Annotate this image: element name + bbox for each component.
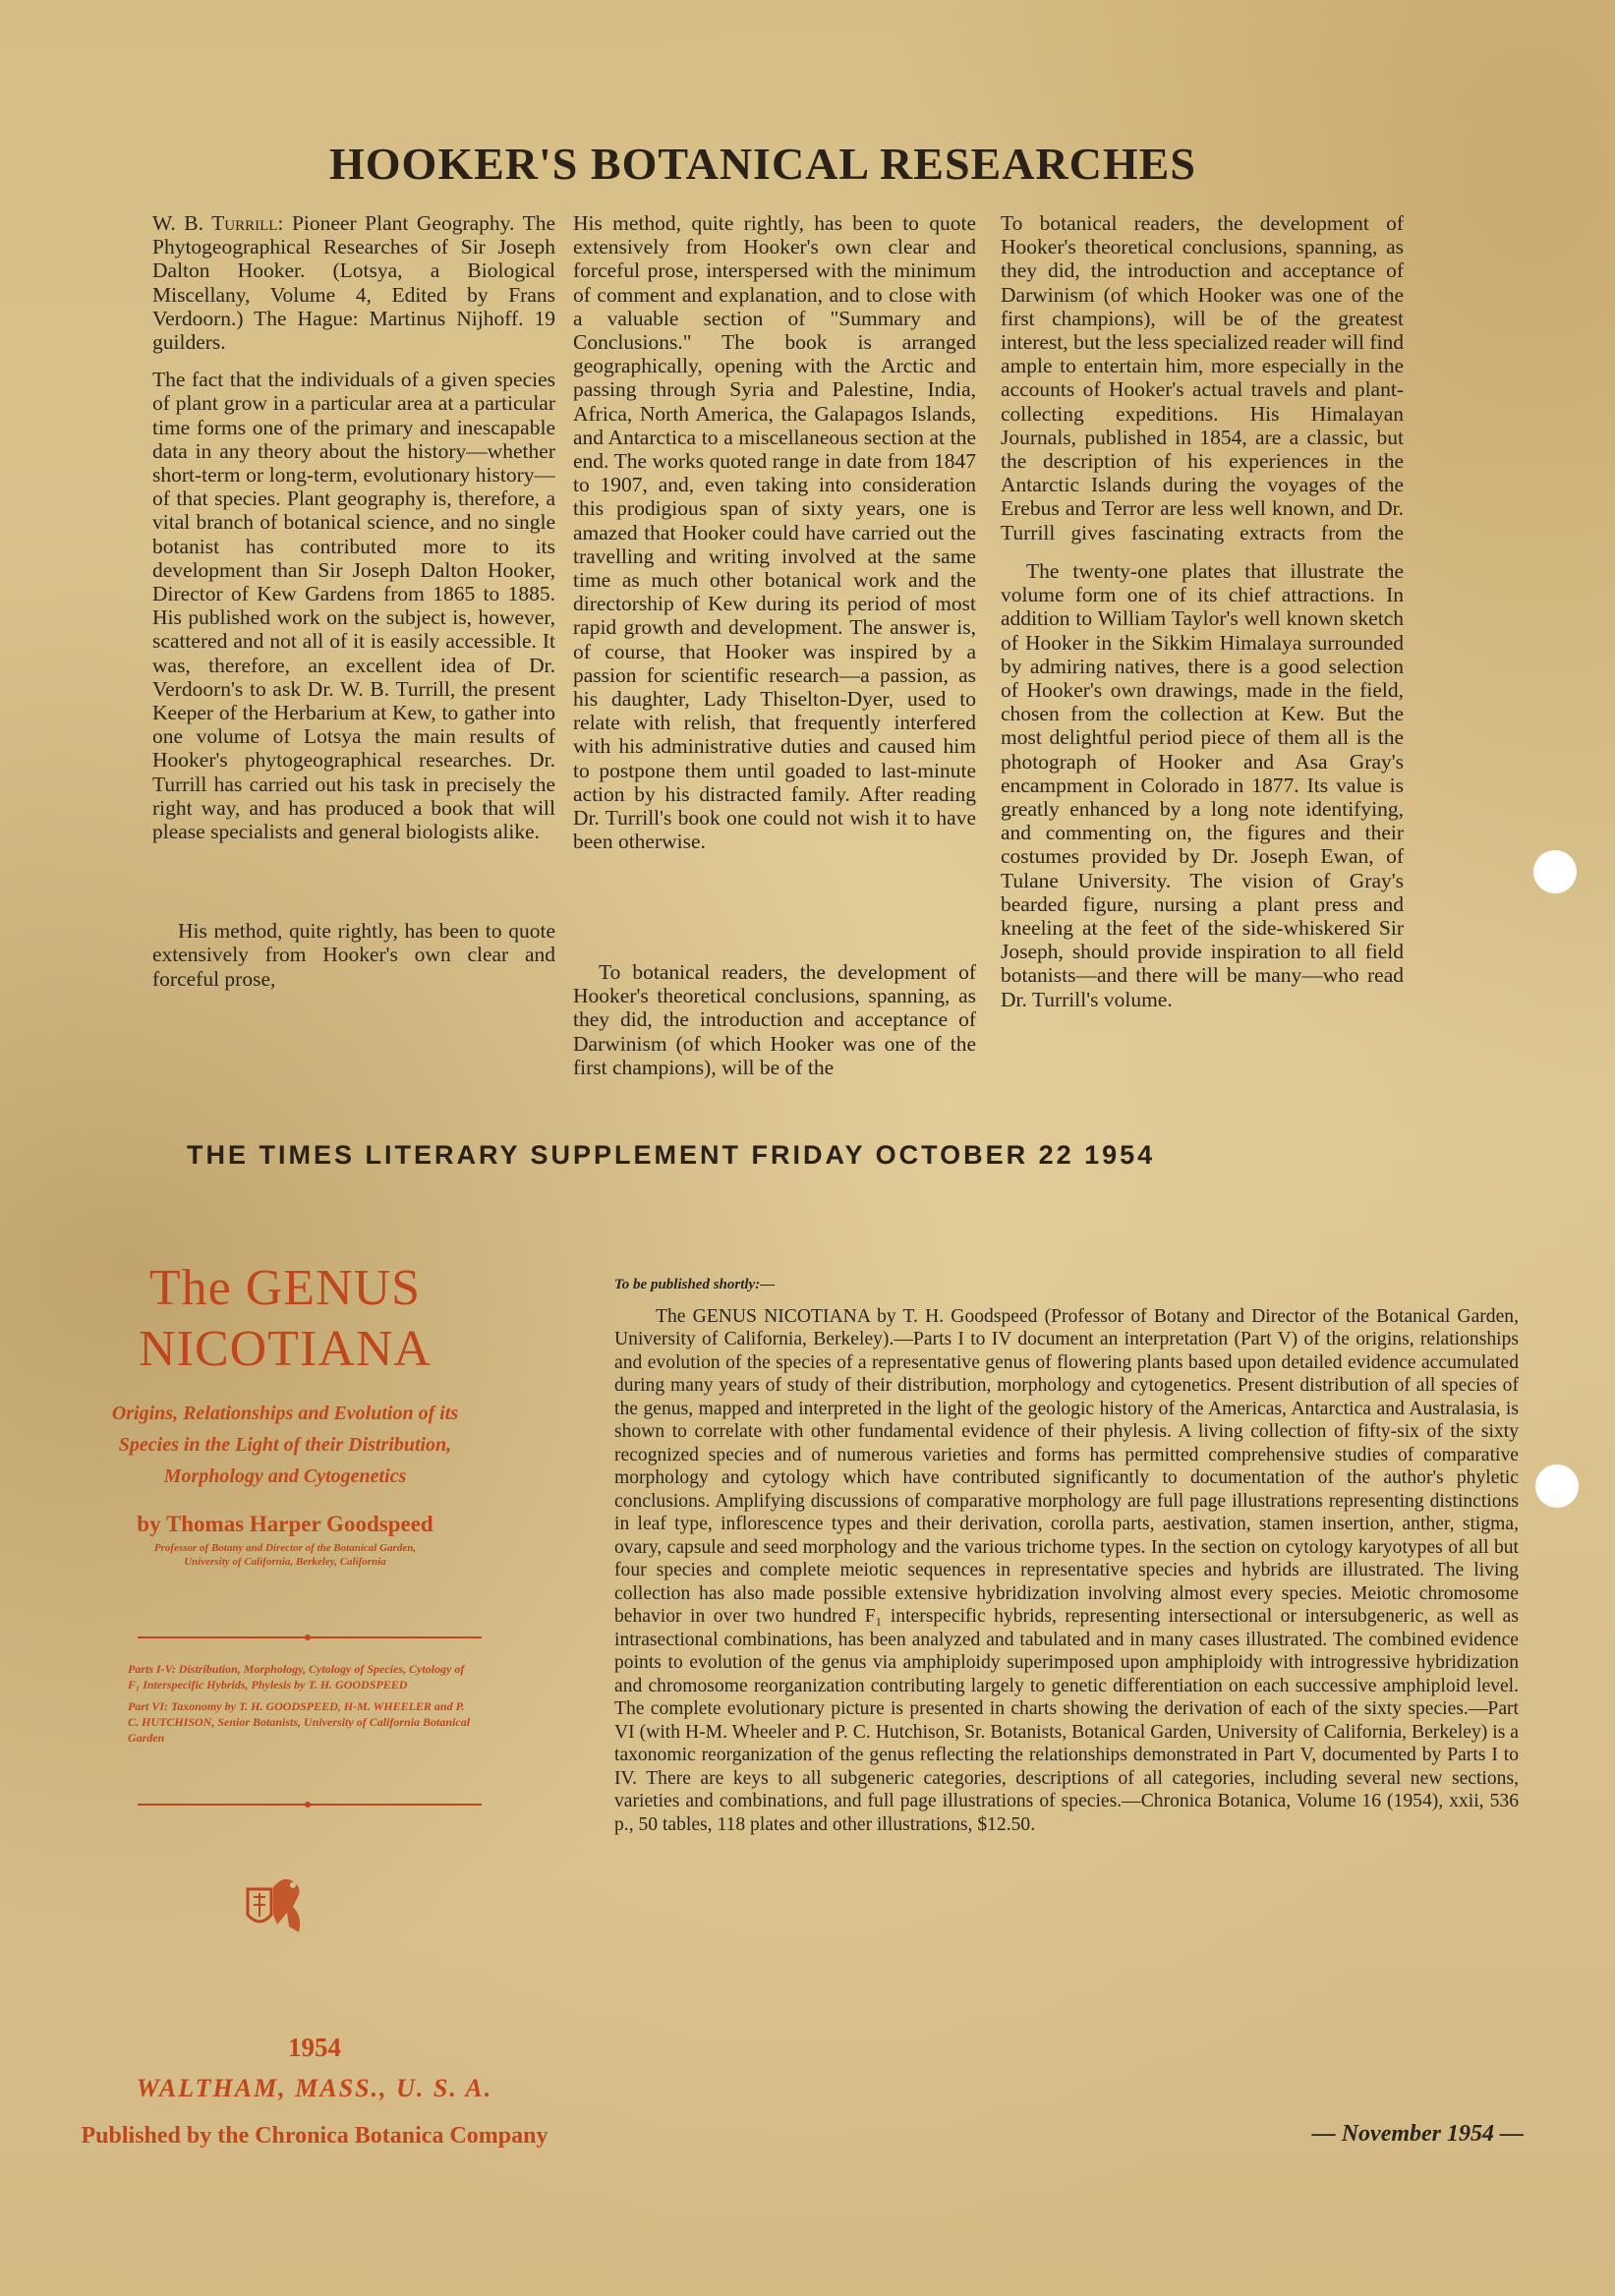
book-ad-cover [39, 1258, 531, 1569]
ad-book-title [39, 1258, 531, 1380]
ad-subtitle [39, 1398, 531, 1492]
review-column-3 [1001, 211, 1404, 1116]
ad-shortly-label: To be published shortly:— [614, 1277, 776, 1292]
ad-divider-dot [305, 1635, 311, 1640]
ad-parts-list [128, 1661, 477, 1751]
ad-divider-dot [305, 1802, 311, 1808]
punch-hole [1533, 850, 1577, 893]
ad-parts-1-5: Parts I-V: Distribution, Morphology, Cytology of Species, Cytology of F₁ Interspecific Hybrids, Phylesis by T. H. GOODSPEED [128, 1662, 465, 1692]
review-paragraph-4: The twenty-one plates that illustrate the volume form one of its chief attractions. In addition to William Taylor's well known sketch of Hooker in the Sikkim Himalaya surrounded by admiring natives, there is a good selection of Hooker's own drawings, made in the field, chosen from the collection at Kew. But the most delightful period piece of them all is the photograph of Hooker and Asa Gray's encampment in Colorado in 1877. Its value is greatly enhanced by a long note identifying, and commenting on, the figures and their costumes provided by Dr. Joseph Ewan, of Tulane University. The vision of Gray's bearded figure, nursing a plant press and kneeling at the feet of the side-whiskered Sir Joseph, should provide inspiration to all field botanists—and there will be many—who read Dr. Turrill's volume. [1001, 559, 1404, 1011]
book-citation [152, 211, 555, 354]
newspaper-masthead: THE TIMES LITERARY SUPPLEMENT FRIDAY OCTOBER 22 1954 [187, 1140, 1156, 1170]
ad-divider-top [138, 1636, 482, 1638]
punch-hole [1535, 1464, 1579, 1508]
publisher-emblem-icon [234, 1867, 313, 1946]
ad-description-block [614, 1274, 1519, 1836]
ad-affiliation-line-2: University of California, Berkeley, California [184, 1556, 386, 1568]
ad-divider-bottom [138, 1804, 482, 1806]
ad-description: The GENUS NICOTIANA by T. H. Goodspeed (Professor of Botany and Director of the Botanical Garden, University of California, Berkeley).—Parts I to IV document an interpretation (Part V) of the origins, relationships and evolution of the species of a representative genus of flowering plants based upon detailed evidence accumulated during many years of study of their distribution, morphology and cytogenetics. Present distribution of all species of the genus, mapped and interpreted in the light of the geologic history of the Americas, Antarctica and Australasia, is shown to correlate with other fundamental evidence of their phylesis. A living collection of fifty-six of the sixty recognized species and of numerous varieties and forms has permitted comprehensive studies of comparative morphology and cytology which have contributed significantly to documentation of the author's phyletic conclusions. Amplifying discussions of comparative morphology are full page illustrations representing distinctions in leaf type, inflorescence types and their derivation, corolla parts, aestivation, stamen insertion, anther, stigma, ovary, capsule and seed morphology and the various trichome types. In the section on cytology karyotypes of all but four species and complete meiotic sequences in representative species and hybrids are illustrated. The living collection has also made possible extensive hybridization involving almost every species. Meiotic chromosome behavior in over two hundred F₁ interspecific hybrids, representing intersectional or intersubgeneric, as well as intrasectional combinations, has been analyzed and tabulated and in many cases illustrated. The combined evidence points to evolution of the genus via amphiploidy superimposed upon amphiploidy with introgressive hybridization and chromosome reorganization contributing largely to genetic differentiation on each successive amphiploid level. The complete evolutionary picture is presented in charts showing the derivation of each of the sixty species.—Part VI (with H-M. Wheeler and P. C. Hutchison, Sr. Botanists, Botanical Garden, University of California, Berkeley) is a taxonomic reorganization of the genus reflecting the relationships demonstrated in Part V, documented by Parts I to IV. There are keys to all subgeneric categories, descriptions of all categories, including several new sections, varieties and combinations, and full page illustrations of species.—Chronica Botanica, Volume 16 (1954), xxii, 536 p., 50 tables, 118 plates and other illustrations, $12.50. [614, 1305, 1519, 1835]
ad-author-affiliation [39, 1541, 531, 1569]
review-paragraph-2: His method, quite rightly, has been to quote extensively from Hooker's own clear and forceful prose, interspersed with the minimum of comment and explanation, and to close with a valuable section of "Summary and Conclusions." The book is arranged geographically, opening with the Arctic and passing through Syria and Palestine, India, Africa, North America, the Galapagos Islands, and Antarctica to a miscellaneous section at the end. The works quoted range in date from 1847 to 1907, and, even taking into consideration this prodigious span of sixty years, one is amazed that Hooker could have carried out the travelling and writing involved at the same time as much other botanical work and the directorship of Kew during its period of most rapid growth and development. The answer is, of course, that Hooker was inspired by a passion for scientific research—a passion, as his daughter, Lady Thiselton-Dyer, used to relate with relish, that frequently interfered with his administrative duties and caused him to postpone them until goaded to last-minute action by his distracted family. After reading Dr. Turrill's book one could not wish it to have been otherwise. [573, 211, 976, 854]
review-column-1 [152, 211, 555, 1000]
ad-title-line-2: NICOTIANA [139, 1321, 432, 1377]
ad-place: WALTHAM, MASS., U. S. A. [136, 2074, 493, 2102]
review-paragraph-3: To botanical readers, the development of Hooker's theoretical conclusions, spanning, as they did, the introduction and acceptance of Darwinism (of which Hooker was one of the first champions), will be of the greatest interest, but the less specialized reader will find ample to entertain him, more especially in the accounts of Hooker's actual travels and plant-collecting expeditions. His Himalayan Journals, published in 1854, are a classic, but the description of his experiences in the Antarctic Islands during the voyages of the Erebus and Terror are less well known, and Dr. Turrill gives fascinating extracts from the [1001, 211, 1404, 545]
ad-date: — November 1954 — [1311, 2121, 1524, 2147]
review-paragraph-3-start: To botanical readers, the development of Hooker's theoretical conclusions, spanning, as they did, the introduction and acceptance of Darwinism (of which Hooker was one of the first champions), will be of the [573, 960, 976, 1079]
ad-title-line-1: The GENUS [148, 1260, 422, 1316]
ad-subtitle-line-2: Species in the Light of their Distribution, [118, 1434, 452, 1456]
ad-publisher: Published by the Chronica Botanica Company [81, 2123, 548, 2149]
ad-affiliation-line-1: Professor of Botany and Director of the Botanical Garden, [153, 1542, 417, 1554]
citation-details: : Pioneer Plant Geography. The Phytogeographical Researches of Sir Joseph Dalton Hooker. (Lotsya, a Biological Miscellany, Volume 4, Edited by Frans Verdoorn.) The Hague: Martinus Nijhoff. 19 guilders. [152, 211, 555, 355]
review-column-2 [573, 211, 976, 1114]
ad-part-6: Part VI: Taxonomy by T. H. GOODSPEED, H-M. WHEELER and P. C. HUTCHISON, Senior Botanists, University of California Botanical Garden [128, 1699, 471, 1745]
ad-subtitle-line-3: Morphology and Cytogenetics [163, 1465, 407, 1487]
review-paragraph-1: The fact that the individuals of a given species of plant grow in a particular area at a particular time forms one of the primary and inescapable data in any theory about the history—whether short-term or long-term, evolutionary history—of that species. Plant geography is, therefore, a vital branch of botanical science, and no single botanist has contributed more to its development than Sir Joseph Dalton Hooker, Director of Kew Gardens from 1865 to 1885. His published work on the subject is, however, scattered and not all of it is easily accessible. It was, therefore, an excellent idea of Dr. Verdoorn's to ask Dr. W. B. Turrill, the present Keeper of the Herbarium at Kew, to gather into one volume of Lotsya the main results of Hooker's phytogeographical researches. Dr. Turrill has carried out his task in precisely the right way, and has produced a book that will please specialists and general biologists alike. [152, 368, 555, 844]
review-paragraph-2-start: His method, quite rightly, has been to quote extensively from Hooker's own clear and forceful prose, [152, 919, 555, 991]
ad-subtitle-line-1: Origins, Relationships and Evolution of its [111, 1403, 459, 1424]
ad-author: by Thomas Harper Goodspeed [137, 1512, 433, 1536]
ad-year: 1954 [288, 2033, 341, 2062]
article-headline: HOOKER'S BOTANICAL RESEARCHES [329, 139, 1196, 189]
citation-author: W. B. Turrill [152, 211, 278, 235]
